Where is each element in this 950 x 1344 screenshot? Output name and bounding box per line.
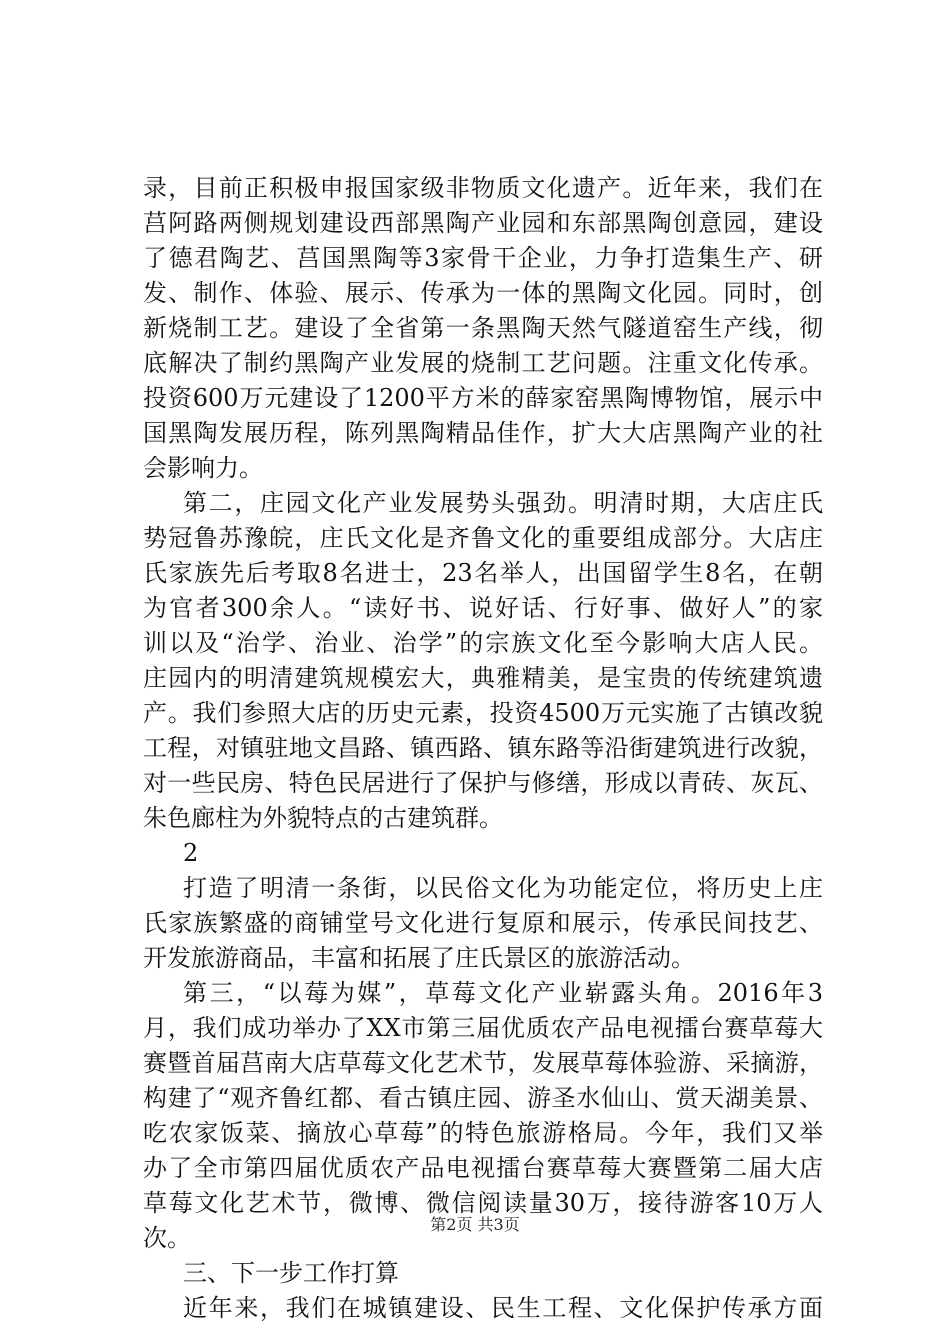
text-line: 赛暨首届莒南大店草莓文化艺术节，发展草莓体验游、采摘游， <box>143 1049 823 1077</box>
text-line: 工程，对镇驻地文昌路、镇西路、镇东路等沿街建筑进行改貌， <box>143 734 823 762</box>
text-line: 开发旅游商品，丰富和拓展了庄氏景区的旅游活动。 <box>143 944 695 972</box>
text-line: 底解决了制约黑陶产业发展的烧制工艺问题。注重文化传承。 <box>143 349 823 377</box>
text-line: 草莓文化艺术节，微博、微信阅读量30万，接待游客10万人 <box>143 1189 823 1217</box>
text-line: 投资600万元建设了1200平方米的薛家窑黑陶博物馆，展示中 <box>143 384 823 412</box>
text-line: 构建了“观齐鲁红都、看古镇庄园、游圣水仙山、赏天湖美景、 <box>143 1084 823 1112</box>
text-line: 庄园内的明清建筑规模宏大，典雅精美，是宝贵的传统建筑遗 <box>143 664 823 692</box>
document-body <box>143 171 823 1326</box>
text-line: 莒阿路两侧规划建设西部黑陶产业园和东部黑陶创意园，建设 <box>143 209 823 237</box>
text-line: 势冠鲁苏豫皖，庄氏文化是齐鲁文化的重要组成部分。大店庄 <box>143 524 823 552</box>
text-line: 发、制作、体验、展示、传承为一体的黑陶文化园。同时，创 <box>143 279 823 307</box>
page-footer: 第2页 共3页 <box>430 1215 520 1234</box>
text-line: 训以及“治学、治业、治学”的宗族文化至今影响大店人民。 <box>143 629 823 657</box>
text-line: 氏家族繁盛的商铺堂号文化进行复原和展示，传承民间技艺、 <box>143 909 823 937</box>
text-line: 2 <box>183 839 199 867</box>
text-line: 第三，“以莓为媒”，草莓文化产业崭露头角。2016年3 <box>183 979 823 1007</box>
text-line: 打造了明清一条街，以民俗文化为功能定位，将历史上庄 <box>183 874 823 902</box>
text-line: 录，目前正积极申报国家级非物质文化遗产。近年来，我们在 <box>143 174 823 202</box>
text-line: 朱色廊柱为外貌特点的古建筑群。 <box>143 804 503 832</box>
text-line: 国黑陶发展历程，陈列黑陶精品佳作，扩大大店黑陶产业的社 <box>143 419 823 447</box>
text-line: 了德君陶艺、莒国黑陶等3家骨干企业，力争打造集生产、研 <box>143 244 823 272</box>
text-line: 对一些民房、特色民居进行了保护与修缮，形成以青砖、灰瓦、 <box>143 769 823 797</box>
text-line: 吃农家饭菜、摘放心草莓”的特色旅游格局。今年，我们又举 <box>143 1119 823 1147</box>
text-line: 办了全市第四届优质农产品电视擂台赛草莓大赛暨第二届大店 <box>143 1154 823 1182</box>
text-line: 第二，庄园文化产业发展势头强劲。明清时期，大店庄氏 <box>183 489 823 517</box>
text-line: 月，我们成功举办了XX市第三届优质农产品电视擂台赛草莓大 <box>143 1014 823 1042</box>
text-line: 新烧制工艺。建设了全省第一条黑陶天然气隧道窑生产线，彻 <box>143 314 823 342</box>
text-line: 会影响力。 <box>143 454 263 482</box>
text-line: 氏家族先后考取8名进士，23名举人，出国留学生8名，在朝 <box>143 559 823 587</box>
text-line: 三、下一步工作打算 <box>183 1259 399 1287</box>
text-line: 次。 <box>143 1224 191 1252</box>
text-line: 为官者300余人。“读好书、说好话、行好事、做好人”的家 <box>143 594 823 622</box>
text-line: 产。我们参照大店的历史元素，投资4500万元实施了古镇改貌 <box>143 699 823 727</box>
text-line: 近年来，我们在城镇建设、民生工程、文化保护传承方面 <box>183 1294 823 1322</box>
